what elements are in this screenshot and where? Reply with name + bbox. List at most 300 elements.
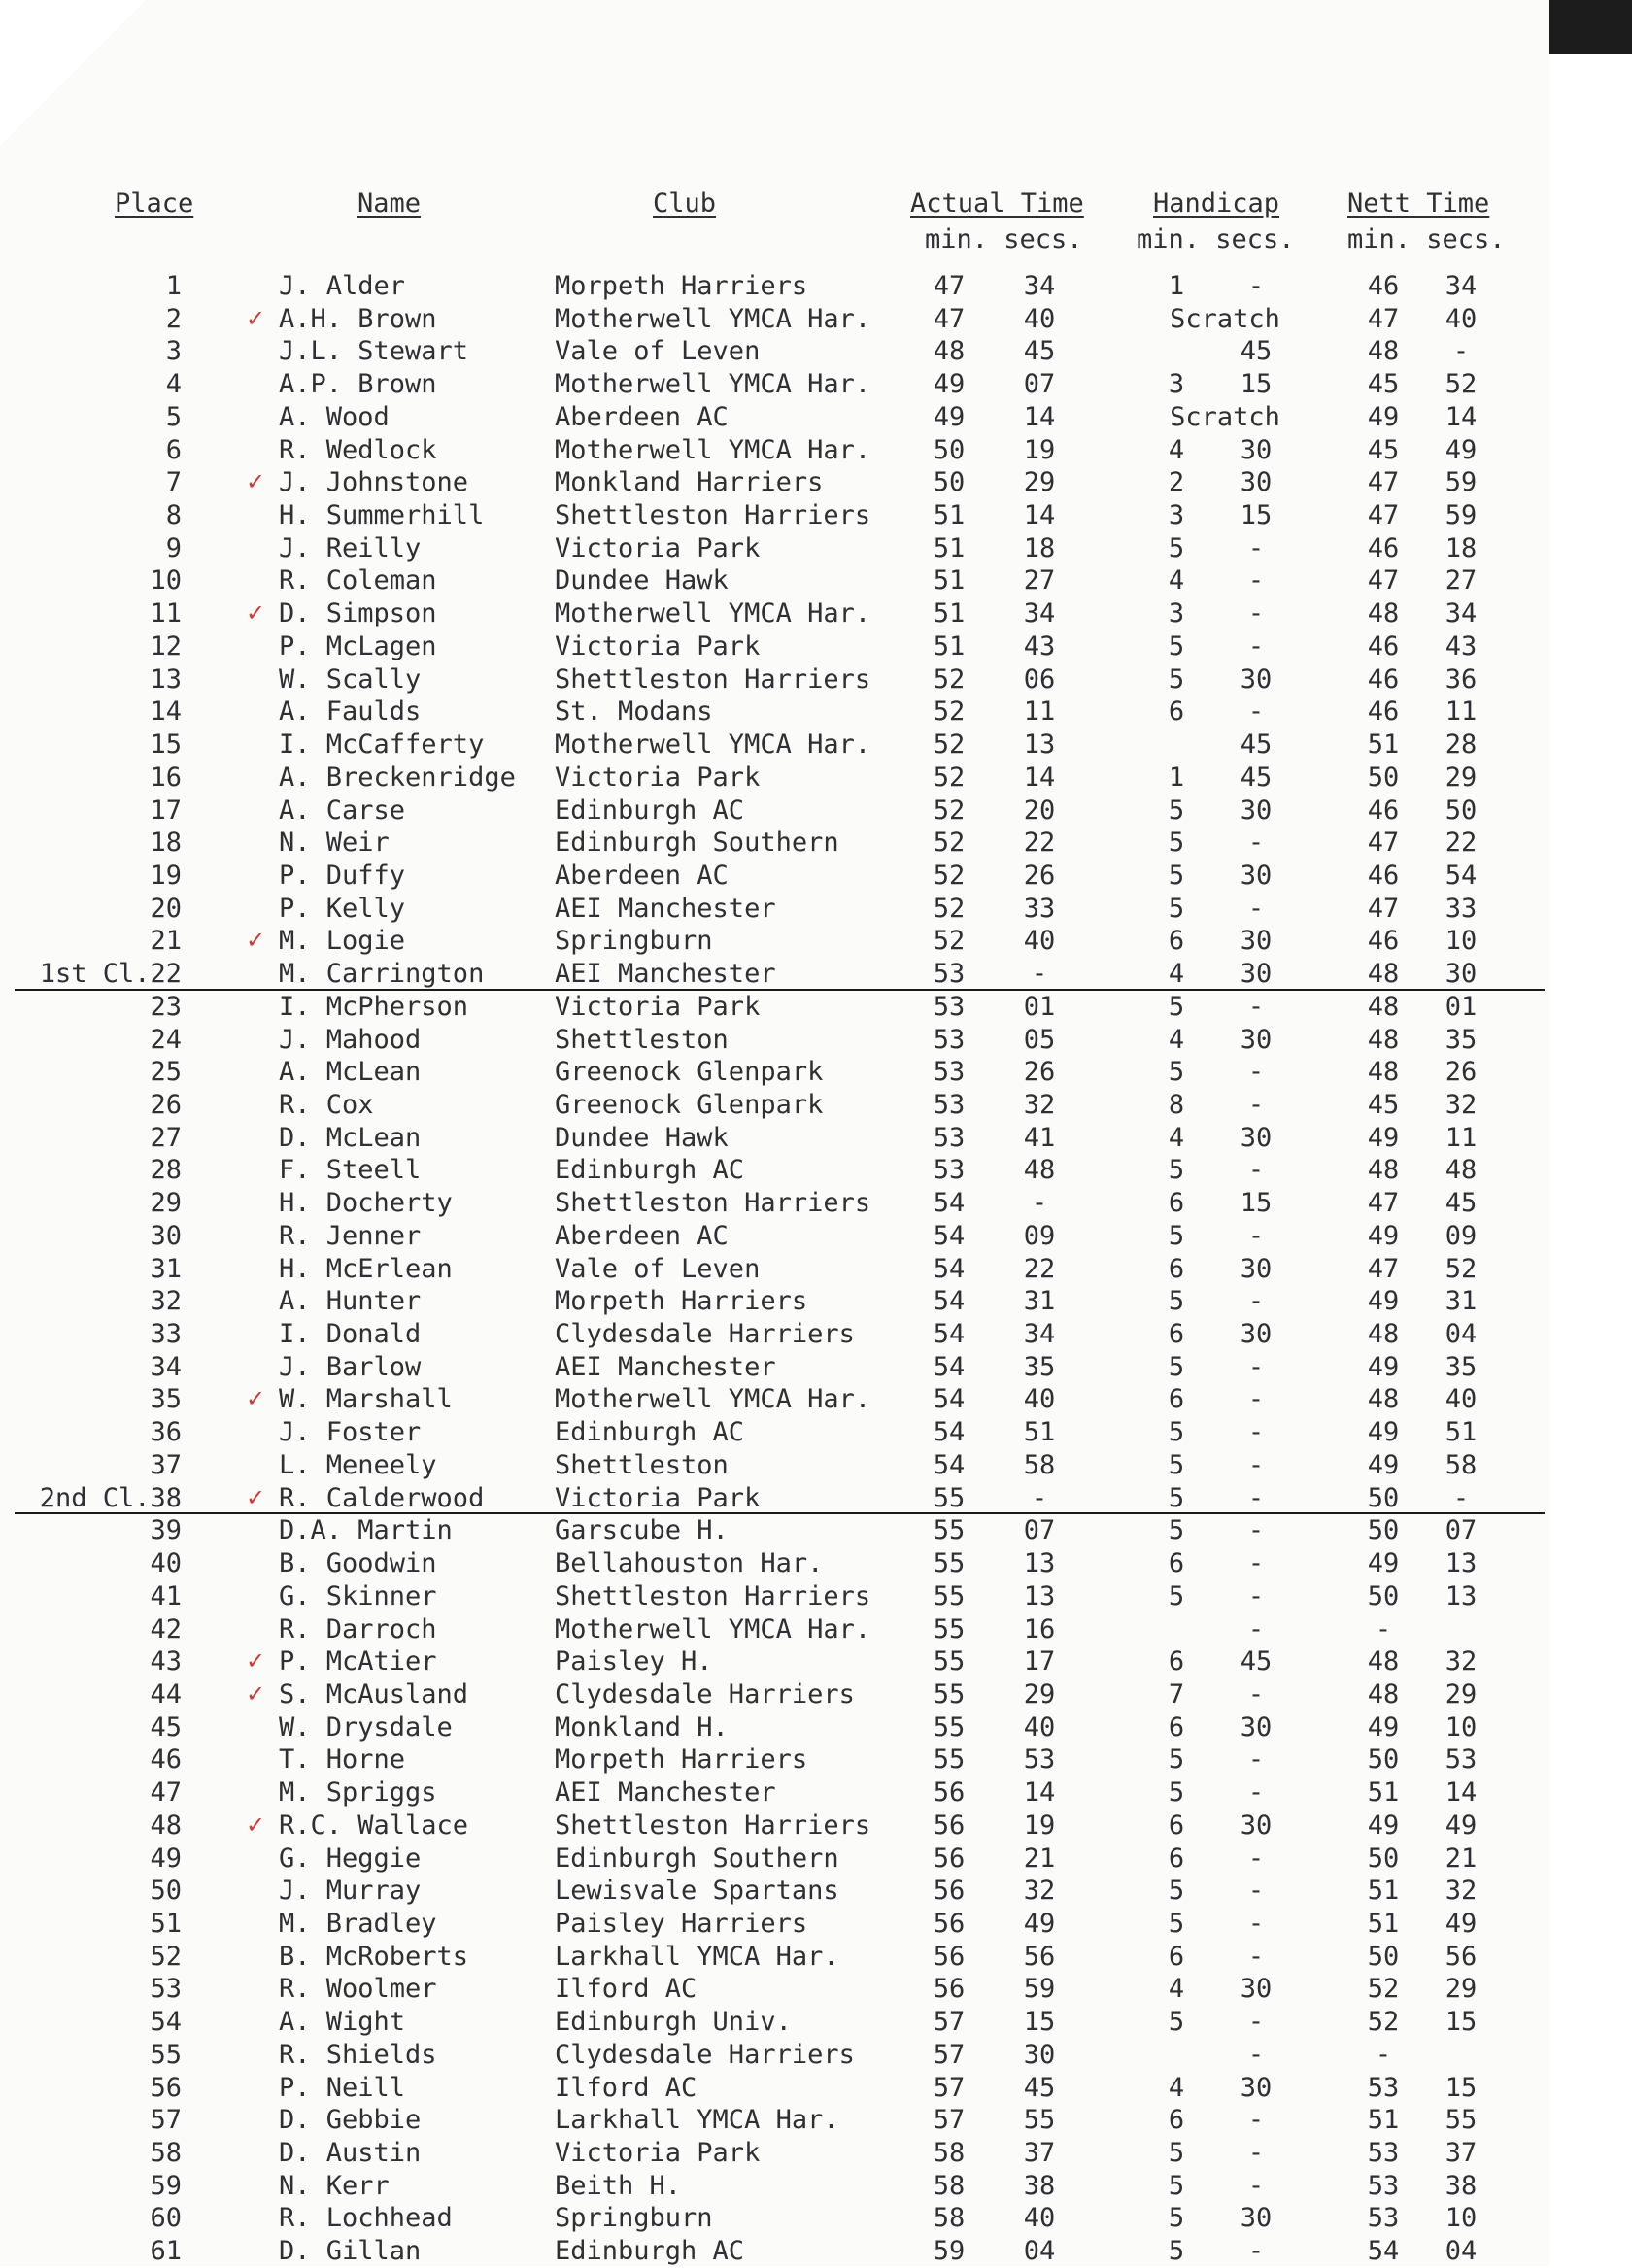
table-row xyxy=(0,958,1549,991)
club-cell: Motherwell YMCA Har. xyxy=(555,303,871,334)
handicap-min-cell: 5 xyxy=(1168,1057,1185,1088)
actual-min-cell: 54 xyxy=(933,1286,966,1317)
nett-min-cell: 50 xyxy=(1367,1941,1400,1972)
nett-sec-cell: 51 xyxy=(1445,1417,1478,1448)
name-cell: W. Scally xyxy=(279,663,422,694)
actual-min-cell: 51 xyxy=(933,598,966,629)
actual-sec-cell: 05 xyxy=(1023,1024,1056,1055)
place-cell: 12 xyxy=(150,630,182,661)
place-cell: 56 xyxy=(150,2072,182,2103)
handicap-min-cell: 5 xyxy=(1168,1286,1185,1317)
place-cell: 1 xyxy=(165,271,182,301)
handicap-sec-cell: - xyxy=(1247,2105,1265,2136)
name-cell: N. Kerr xyxy=(279,2170,390,2201)
actual-min-cell: 56 xyxy=(933,1974,966,2005)
handicap-sec-cell: 30 xyxy=(1240,795,1273,826)
handicap-min-cell: 6 xyxy=(1168,926,1185,957)
place-cell: 54 xyxy=(150,2007,182,2038)
actual-sec-cell: 32 xyxy=(1023,1876,1056,1907)
place-cell: 47 xyxy=(150,1777,182,1809)
subheader-actual: min. secs. xyxy=(925,224,1083,254)
actual-sec-cell: 56 xyxy=(1023,1941,1056,1972)
nett-sec-cell: 36 xyxy=(1445,663,1478,694)
handicap-sec-cell: 30 xyxy=(1240,1711,1273,1743)
place-cell: 39 xyxy=(150,1515,182,1546)
table-row xyxy=(0,1908,1549,1941)
table-row xyxy=(0,991,1549,1024)
nett-sec-cell: 43 xyxy=(1445,630,1478,661)
place-cell: 19 xyxy=(150,860,182,891)
table-row xyxy=(0,2006,1549,2039)
nett-min-cell: 51 xyxy=(1367,1777,1400,1809)
nett-sec-cell: 52 xyxy=(1445,1253,1478,1284)
handicap-sec-cell: - xyxy=(1247,630,1265,661)
actual-min-cell: 51 xyxy=(933,630,966,661)
nett-min-cell: 45 xyxy=(1367,1090,1400,1120)
table-row xyxy=(0,728,1549,762)
handicap-min-cell: 3 xyxy=(1168,500,1185,531)
club-cell: Ilford AC xyxy=(555,2072,697,2103)
place-cell: 6 xyxy=(165,434,182,465)
actual-sec-cell: 04 xyxy=(1023,2236,1056,2267)
club-cell: Springburn xyxy=(555,2203,713,2234)
nett-sec-cell: 40 xyxy=(1445,1384,1478,1415)
scan-background xyxy=(1549,0,1632,54)
nett-min-cell: 46 xyxy=(1367,271,1400,301)
club-cell: Edinburgh AC xyxy=(555,795,745,826)
handicap-sec-cell: 30 xyxy=(1240,467,1273,498)
nett-min-cell: 53 xyxy=(1367,2072,1400,2103)
name-cell: M. Spriggs xyxy=(279,1777,437,1809)
table-row xyxy=(0,2039,1549,2072)
place-cell: 34 xyxy=(150,1351,182,1382)
nett-sec-cell: 22 xyxy=(1445,828,1478,859)
handicap-min-cell: 6 xyxy=(1168,1319,1185,1350)
table-row xyxy=(0,1024,1549,1057)
nett-sec-cell: 18 xyxy=(1445,532,1478,563)
name-cell: R. Cox xyxy=(279,1090,374,1120)
club-cell: Lewisvale Spartans xyxy=(555,1876,839,1907)
club-cell: Victoria Park xyxy=(555,1482,761,1513)
handicap-sec-cell: - xyxy=(1247,1613,1265,1644)
nett-sec-cell: 26 xyxy=(1445,1057,1478,1088)
table-row xyxy=(0,434,1549,467)
club-cell: Edinburgh Southern xyxy=(555,1843,839,1874)
club-cell: Aberdeen AC xyxy=(555,860,729,891)
name-cell: J. Johnstone xyxy=(279,467,469,498)
actual-sec-cell: - xyxy=(1031,1482,1048,1513)
club-cell: Motherwell YMCA Har. xyxy=(555,1613,871,1644)
nett-min-cell: 47 xyxy=(1367,467,1400,498)
name-cell: H. Summerhill xyxy=(279,500,485,531)
place-cell: 27 xyxy=(150,1122,182,1153)
actual-sec-cell: 40 xyxy=(1023,926,1056,957)
actual-sec-cell: 34 xyxy=(1023,271,1056,301)
handicap-sec-cell: 30 xyxy=(1240,860,1273,891)
header-handicap: Handicap xyxy=(1153,188,1280,219)
actual-sec-cell: 53 xyxy=(1023,1744,1056,1776)
actual-sec-cell: 48 xyxy=(1023,1155,1056,1186)
handicap-sec-cell: - xyxy=(1247,1090,1265,1120)
club-cell: Motherwell YMCA Har. xyxy=(555,369,871,400)
subheader-nett: min. secs. xyxy=(1347,224,1506,254)
nett-sec-cell: 35 xyxy=(1445,1351,1478,1382)
nett-sec-cell: 38 xyxy=(1445,2170,1478,2201)
table-row xyxy=(0,1678,1549,1711)
nett-sec-cell: 49 xyxy=(1445,434,1478,465)
table-row xyxy=(0,1810,1549,1843)
nett-sec-cell: 53 xyxy=(1445,1744,1478,1776)
header-name: Name xyxy=(357,188,422,219)
nett-sec-cell: 10 xyxy=(1445,926,1478,957)
actual-sec-cell: 40 xyxy=(1023,1711,1056,1743)
table-row xyxy=(0,597,1549,630)
handicap-min-cell: 1 xyxy=(1168,762,1185,793)
table-row xyxy=(0,499,1549,532)
nett-sec-cell: 32 xyxy=(1445,1646,1478,1677)
nett-min-cell: 47 xyxy=(1367,565,1400,596)
club-cell: AEI Manchester xyxy=(555,1351,776,1382)
handicap-min-cell: 5 xyxy=(1168,795,1185,826)
actual-min-cell: 55 xyxy=(933,1646,966,1677)
nett-min-cell: 51 xyxy=(1367,1909,1400,1939)
handicap-sec-cell: - xyxy=(1247,2236,1265,2267)
actual-min-cell: 54 xyxy=(933,1253,966,1284)
club-cell: Edinburgh AC xyxy=(555,1417,745,1448)
actual-sec-cell: 14 xyxy=(1023,1777,1056,1809)
name-cell: G. Heggie xyxy=(279,1843,422,1874)
name-cell: D. Gillan xyxy=(279,2236,422,2267)
place-cell: 1st Cl.22 xyxy=(39,959,182,990)
club-cell: Larkhall YMCA Har. xyxy=(555,2105,839,2136)
nett-min-cell: 48 xyxy=(1367,991,1400,1022)
name-cell: A. Breckenridge xyxy=(279,762,516,793)
actual-min-cell: 52 xyxy=(933,860,966,891)
handicap-min-cell: 5 xyxy=(1168,630,1185,661)
handicap-min-cell: 6 xyxy=(1168,1711,1185,1743)
table-row xyxy=(0,2104,1549,2137)
handicap-min-cell: 3 xyxy=(1168,598,1185,629)
handicap-min-cell: 5 xyxy=(1168,828,1185,859)
actual-min-cell: 52 xyxy=(933,795,966,826)
name-cell: A. Hunter xyxy=(279,1286,422,1317)
actual-sec-cell: 59 xyxy=(1023,1974,1056,2005)
actual-sec-cell: 20 xyxy=(1023,795,1056,826)
name-cell: N. Weir xyxy=(279,828,390,859)
actual-sec-cell: 22 xyxy=(1023,828,1056,859)
handicap-sec-cell: 45 xyxy=(1240,336,1273,367)
place-cell: 7 xyxy=(165,467,182,498)
actual-sec-cell: 13 xyxy=(1023,1580,1056,1611)
handicap-sec-cell: 30 xyxy=(1240,1122,1273,1153)
actual-sec-cell: 21 xyxy=(1023,1843,1056,1874)
actual-sec-cell: 45 xyxy=(1023,336,1056,367)
club-cell: Dundee Hawk xyxy=(555,1122,729,1153)
club-cell: Motherwell YMCA Har. xyxy=(555,729,871,761)
place-cell: 44 xyxy=(150,1678,182,1709)
actual-sec-cell: 45 xyxy=(1023,2072,1056,2103)
actual-min-cell: 54 xyxy=(933,1319,966,1350)
handicap-sec-cell: 30 xyxy=(1240,2203,1273,2234)
club-cell: Motherwell YMCA Har. xyxy=(555,598,871,629)
handicap-sec-cell: 30 xyxy=(1240,1253,1273,1284)
handicap-sec-cell: - xyxy=(1247,1220,1265,1251)
place-cell: 57 xyxy=(150,2105,182,2136)
nett-min-cell: 46 xyxy=(1367,795,1400,826)
nett-min-cell: 45 xyxy=(1367,369,1400,400)
place-cell: 48 xyxy=(150,1810,182,1841)
nett-min-cell: 48 xyxy=(1367,1319,1400,1350)
handicap-min-cell: 5 xyxy=(1168,860,1185,891)
place-cell: 50 xyxy=(150,1876,182,1907)
place-cell: 53 xyxy=(150,1974,182,2005)
handicap-sec-cell: - xyxy=(1247,2138,1265,2169)
table-row xyxy=(0,860,1549,893)
handicap-min-cell: 6 xyxy=(1168,696,1185,728)
nett-min-cell: 45 xyxy=(1367,434,1400,465)
place-cell: 20 xyxy=(150,893,182,924)
handicap-min-cell: 5 xyxy=(1168,1417,1185,1448)
nett-sec-cell: 50 xyxy=(1445,795,1478,826)
handicap-min-cell: 6 xyxy=(1168,1253,1185,1284)
nett-min-cell: 54 xyxy=(1367,2236,1400,2267)
nett-sec-cell: 45 xyxy=(1445,1188,1478,1219)
club-cell: Shettleston xyxy=(555,1449,729,1480)
nett-min-cell: 52 xyxy=(1367,2007,1400,2038)
actual-sec-cell: 17 xyxy=(1023,1646,1056,1677)
nett-sec-cell: 58 xyxy=(1445,1449,1478,1480)
handicap-sec-cell: - xyxy=(1247,1744,1265,1776)
place-cell: 36 xyxy=(150,1417,182,1448)
actual-sec-cell: 15 xyxy=(1023,2007,1056,2038)
nett-min-cell: 48 xyxy=(1367,1678,1400,1709)
handicap-min-cell: 4 xyxy=(1168,1122,1185,1153)
actual-min-cell: 53 xyxy=(933,959,966,990)
club-cell: Shettleston Harriers xyxy=(555,1188,871,1219)
handicap-sec-cell: 45 xyxy=(1240,762,1273,793)
place-cell: 15 xyxy=(150,729,182,761)
handicap-min-cell: 6 xyxy=(1168,1941,1185,1972)
nett-sec-cell: 10 xyxy=(1445,1711,1478,1743)
name-cell: J. Foster xyxy=(279,1417,422,1448)
table-row xyxy=(0,1253,1549,1286)
table-row xyxy=(0,663,1549,696)
handicap-min-cell: 6 xyxy=(1168,2105,1185,2136)
place-cell: 42 xyxy=(150,1613,182,1644)
place-cell: 2 xyxy=(165,303,182,334)
handicap-sec-cell: - xyxy=(1247,1941,1265,1972)
nett-min-cell: 48 xyxy=(1367,1384,1400,1415)
handicap-min-cell: 5 xyxy=(1168,2236,1185,2267)
actual-sec-cell: 34 xyxy=(1023,1319,1056,1350)
table-row xyxy=(0,1351,1549,1384)
place-cell: 23 xyxy=(150,991,182,1022)
table-row xyxy=(0,2202,1549,2235)
handicap-min-cell: 5 xyxy=(1168,532,1185,563)
actual-sec-cell: 55 xyxy=(1023,2105,1056,2136)
actual-sec-cell: 11 xyxy=(1023,696,1056,728)
table-row xyxy=(0,1154,1549,1187)
handicap-min-cell: 6 xyxy=(1168,1548,1185,1579)
actual-sec-cell: 34 xyxy=(1023,598,1056,629)
place-cell: 13 xyxy=(150,663,182,694)
actual-min-cell: 53 xyxy=(933,1057,966,1088)
place-cell: 14 xyxy=(150,696,182,728)
handicap-min-cell: 7 xyxy=(1168,1678,1185,1709)
nett-min-cell: 48 xyxy=(1367,1057,1400,1088)
nett-min-cell: 48 xyxy=(1367,1155,1400,1186)
name-cell: R. Darroch xyxy=(279,1613,437,1644)
place-cell: 8 xyxy=(165,500,182,531)
actual-min-cell: 58 xyxy=(933,2138,966,2169)
actual-sec-cell: 38 xyxy=(1023,2170,1056,2201)
nett-min-cell: 48 xyxy=(1367,1024,1400,1055)
actual-sec-cell: 29 xyxy=(1023,1678,1056,1709)
club-cell: AEI Manchester xyxy=(555,1777,776,1809)
name-cell: A.P. Brown xyxy=(279,369,437,400)
name-cell: W. Marshall xyxy=(279,1384,453,1415)
nett-sec-cell: - xyxy=(1452,1482,1470,1513)
actual-sec-cell: 26 xyxy=(1023,1057,1056,1088)
table-row xyxy=(0,762,1549,795)
table-row xyxy=(0,1547,1549,1580)
actual-min-cell: 53 xyxy=(933,1122,966,1153)
nett-sec-cell: 10 xyxy=(1445,2203,1478,2234)
club-cell: Larkhall YMCA Har. xyxy=(555,1941,839,1972)
name-cell: P. Duffy xyxy=(279,860,406,891)
actual-min-cell: 48 xyxy=(933,336,966,367)
name-cell: A. Wood xyxy=(279,401,390,432)
nett-sec-cell: 55 xyxy=(1445,2105,1478,2136)
handicap-sec-cell: - xyxy=(1247,1482,1265,1513)
actual-sec-cell: 41 xyxy=(1023,1122,1056,1153)
handicap-min-cell: 5 xyxy=(1168,663,1185,694)
table-row xyxy=(0,1482,1549,1515)
handicap-sec-cell: - xyxy=(1247,1843,1265,1874)
club-cell: Beith H. xyxy=(555,2170,682,2201)
name-cell: I. McPherson xyxy=(279,991,469,1022)
actual-sec-cell: 22 xyxy=(1023,1253,1056,1284)
name-cell: R. Wedlock xyxy=(279,434,437,465)
handicap-sec-cell: - xyxy=(1247,991,1265,1022)
club-cell: Springburn xyxy=(555,926,713,957)
name-cell: D. McLean xyxy=(279,1122,422,1153)
handicap-min-cell: 6 xyxy=(1168,1188,1185,1219)
nett-sec-cell: 09 xyxy=(1445,1220,1478,1251)
actual-sec-cell: 35 xyxy=(1023,1351,1056,1382)
nett-sec-cell: 49 xyxy=(1445,1810,1478,1841)
nett-min-cell: 49 xyxy=(1367,1220,1400,1251)
actual-min-cell: 50 xyxy=(933,467,966,498)
actual-sec-cell: - xyxy=(1031,959,1048,990)
table-row xyxy=(0,827,1549,860)
nett-min-cell: 50 xyxy=(1367,1482,1400,1513)
nett-min-cell: 49 xyxy=(1367,1548,1400,1579)
handicap-sec-cell: - xyxy=(1247,1417,1265,1448)
handicap-sec-cell: - xyxy=(1247,1777,1265,1809)
table-row xyxy=(0,2235,1549,2268)
nett-min-cell: 53 xyxy=(1367,2170,1400,2201)
handicap-sec-cell: - xyxy=(1247,1057,1265,1088)
actual-sec-cell: 14 xyxy=(1023,500,1056,531)
handicap-min-cell: 6 xyxy=(1168,1384,1185,1415)
table-row xyxy=(0,1089,1549,1122)
table-row xyxy=(0,1875,1549,1908)
handicap-min-cell: 5 xyxy=(1168,1351,1185,1382)
actual-min-cell: 47 xyxy=(933,271,966,301)
actual-sec-cell: 30 xyxy=(1023,2039,1056,2070)
nett-min-cell: 53 xyxy=(1367,2203,1400,2234)
nett-sec-cell: 11 xyxy=(1445,696,1478,728)
table-row xyxy=(0,795,1549,828)
club-cell: Edinburgh Univ. xyxy=(555,2007,792,2038)
handicap-sec-cell: - xyxy=(1247,2170,1265,2201)
actual-sec-cell: 43 xyxy=(1023,630,1056,661)
nett-sec-cell: 34 xyxy=(1445,598,1478,629)
actual-sec-cell: 26 xyxy=(1023,860,1056,891)
handicap-min-cell: 4 xyxy=(1168,1024,1185,1055)
handicap-min-cell: 5 xyxy=(1168,1909,1185,1939)
club-cell: Garscube H. xyxy=(555,1515,729,1546)
handicap-sec-cell: - xyxy=(1247,893,1265,924)
name-cell: H. McErlean xyxy=(279,1253,453,1284)
handicap-min-cell: 5 xyxy=(1168,2007,1185,2038)
name-cell: M. Logie xyxy=(279,926,406,957)
place-cell: 28 xyxy=(150,1155,182,1186)
place-cell: 4 xyxy=(165,369,182,400)
place-cell: 35 xyxy=(150,1384,182,1415)
header-place: Place xyxy=(115,188,194,219)
actual-min-cell: 55 xyxy=(933,1548,966,1579)
handicap-sec-cell: 30 xyxy=(1240,1319,1273,1350)
place-cell: 9 xyxy=(165,532,182,563)
name-cell: A. Faulds xyxy=(279,696,422,728)
name-cell: J. Mahood xyxy=(279,1024,422,1055)
actual-min-cell: 51 xyxy=(933,565,966,596)
actual-sec-cell: 07 xyxy=(1023,369,1056,400)
place-cell: 55 xyxy=(150,2039,182,2070)
handicap-scratch-cell: Scratch xyxy=(1170,401,1280,432)
table-row xyxy=(0,270,1549,303)
club-cell: Monkland Harriers xyxy=(555,467,824,498)
nett-sec-cell: 15 xyxy=(1445,2072,1478,2103)
nett-min-cell: 49 xyxy=(1367,1351,1400,1382)
table-row xyxy=(0,1187,1549,1220)
actual-min-cell: 53 xyxy=(933,991,966,1022)
handicap-min-cell: 4 xyxy=(1168,959,1185,990)
name-cell: J. Alder xyxy=(279,271,406,301)
table-row xyxy=(0,303,1549,336)
club-cell: Clydesdale Harriers xyxy=(555,1678,855,1709)
name-cell: A. McLean xyxy=(279,1057,422,1088)
actual-min-cell: 56 xyxy=(933,1810,966,1841)
nett-min-cell: 47 xyxy=(1367,500,1400,531)
check-mark-icon: ✓ xyxy=(246,1483,266,1511)
handicap-scratch-cell: Scratch xyxy=(1170,303,1280,334)
nett-sec-cell: 56 xyxy=(1445,1941,1478,1972)
actual-min-cell: 55 xyxy=(933,1515,966,1546)
nett-min-cell: 49 xyxy=(1367,1122,1400,1153)
name-cell: R. Jenner xyxy=(279,1220,422,1251)
actual-sec-cell: 31 xyxy=(1023,1286,1056,1317)
handicap-sec-cell: 45 xyxy=(1240,1646,1273,1677)
nett-sec-cell: 54 xyxy=(1445,860,1478,891)
club-cell: Vale of Leven xyxy=(555,336,761,367)
table-row xyxy=(0,2072,1549,2105)
place-cell: 3 xyxy=(165,336,182,367)
handicap-sec-cell: - xyxy=(1247,598,1265,629)
nett-min-cell: 51 xyxy=(1367,1876,1400,1907)
